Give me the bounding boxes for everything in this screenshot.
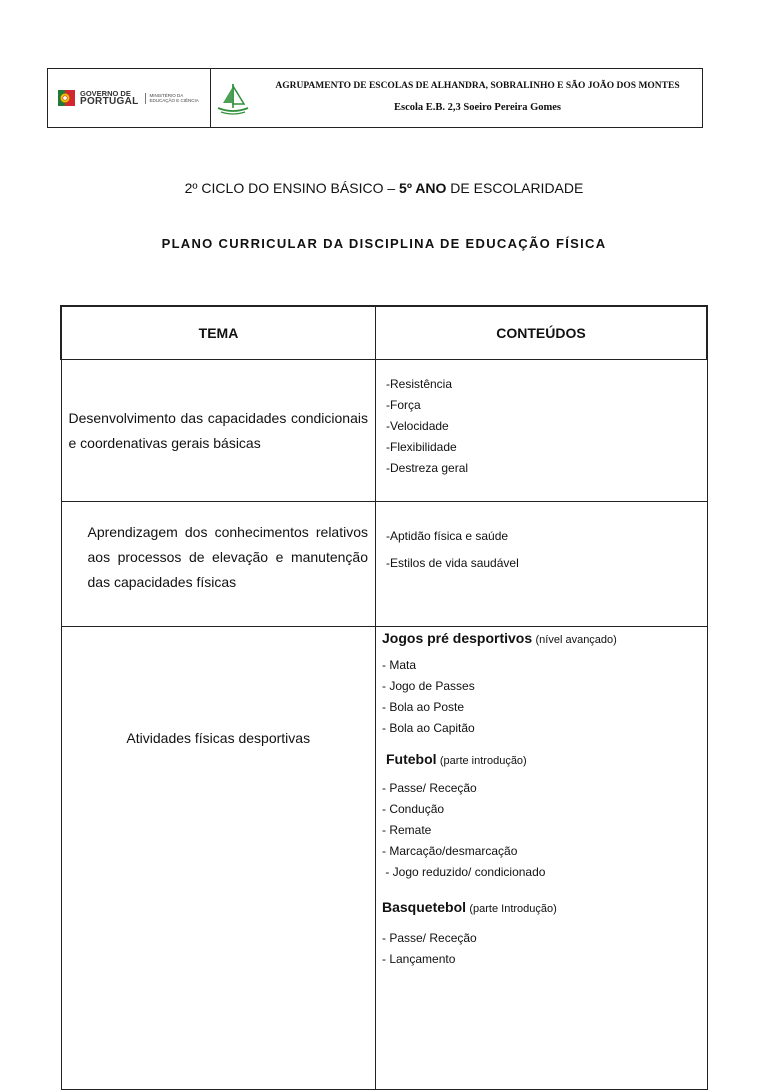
ministry-label: MINISTÉRIO DA EDUCAÇÃO E CIÊNCIA	[145, 93, 206, 104]
tema-cell	[61, 502, 376, 627]
document-header	[47, 68, 703, 128]
list-item: - Mata	[382, 658, 417, 672]
school-name: Escola E.B. 2,3 Soeiro Pereira Gomes	[393, 102, 561, 113]
cycle-year: 5º ANO	[399, 180, 447, 196]
list-item: - Bola ao Capitão	[382, 721, 475, 735]
contents-cell	[376, 360, 708, 502]
group-note: (parte Introdução)	[469, 903, 557, 915]
gov-logo-line2: PORTUGAL	[80, 96, 139, 107]
tema-cell: Atividades físicas desportivas	[61, 627, 376, 1090]
tema-cell: Desenvolvimento das capacidades condicionais e coordenativas gerais básicas	[61, 360, 376, 502]
list-item: - Lançamento	[382, 952, 456, 966]
list-item: - Remate	[382, 823, 432, 837]
cycle-line	[0, 180, 768, 196]
group-title	[382, 897, 706, 920]
table-row	[61, 360, 707, 502]
header-conteudos: CONTEÚDOS	[376, 306, 708, 360]
school-boat-logo-icon	[213, 78, 253, 118]
list-item: -Velocidade	[386, 419, 449, 433]
table-row	[61, 502, 707, 627]
list-item: - Jogo reduzido/ condicionado	[382, 865, 546, 879]
group-title	[382, 628, 706, 651]
contents-cell	[376, 502, 708, 627]
list-item: - Bola ao Poste	[382, 700, 465, 714]
cycle-part3: DE ESCOLARIDADE	[446, 180, 584, 196]
gov-logo-line1: GOVERNO DE	[80, 89, 131, 98]
group-note: (parte introdução)	[439, 755, 527, 767]
group-note: (nível avançado)	[535, 634, 617, 646]
list-item: -Destreza geral	[386, 461, 469, 475]
list-item: - Condução	[382, 802, 445, 816]
portugal-shield-icon	[58, 88, 76, 108]
group-title	[382, 749, 706, 772]
school-header-area	[211, 69, 702, 127]
group-title-text: Jogos pré desportivos	[382, 630, 533, 646]
list-item: - Marcação/desmarcação	[382, 844, 518, 858]
plan-title: PLANO CURRICULAR DA DISCIPLINA DE EDUCAÇÃO FÍSICA	[161, 236, 607, 251]
list-item: - Passe/ Receção	[382, 931, 477, 945]
list-item: - Jogo de Passes	[382, 679, 475, 693]
list-item: -Aptidão física e saúde	[386, 529, 509, 543]
list-item: -Resistência	[386, 377, 453, 391]
curriculum-table	[60, 305, 708, 1090]
cycle-part1: 2º CICLO DO ENSINO BÁSICO –	[184, 180, 400, 196]
header-tema: TEMA	[61, 306, 376, 360]
list-item: -Estilos de vida saudável	[386, 556, 519, 570]
group-title-text: Basquetebol	[382, 899, 467, 915]
list-item: -Força	[386, 398, 421, 412]
table-row	[61, 627, 707, 1090]
government-logo	[58, 88, 139, 108]
table-header-row	[61, 306, 707, 360]
agrupamento-name: AGRUPAMENTO DE ESCOLAS DE ALHANDRA, SOBRALINHO E SÃO JOÃO DOS MONTES	[275, 81, 680, 91]
contents-cell	[376, 627, 708, 1090]
list-item: - Passe/ Receção	[382, 781, 477, 795]
group-title-text: Futebol	[386, 751, 437, 767]
tema-text: Aprendizagem dos conhecimentos relativos aos processos de elevação e manutenção das capacidades físicas	[87, 524, 368, 590]
list-item: -Flexibilidade	[386, 440, 457, 454]
government-logo-area	[48, 69, 211, 127]
